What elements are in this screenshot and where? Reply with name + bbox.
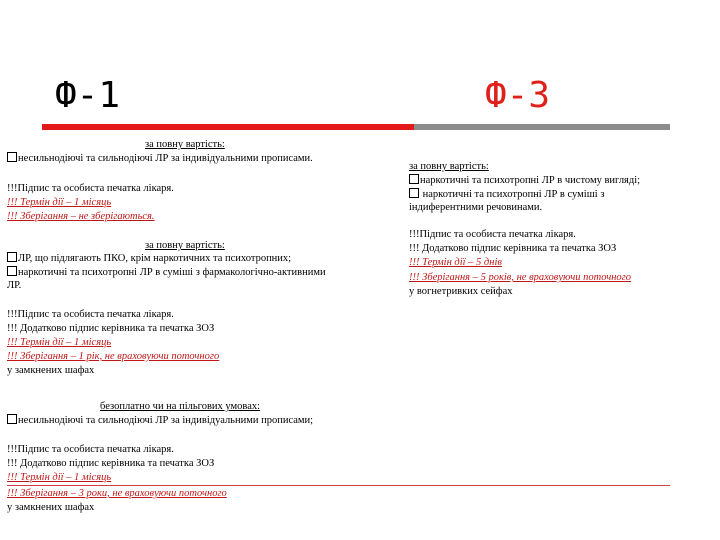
- f1-sec2-item2-cont: ЛР.: [7, 280, 22, 291]
- f1-sec3-term: !!! Термін дії – 1 місяць: [7, 472, 112, 483]
- f1-sec1-term: !!! Термін дії – 1 місяць: [7, 197, 112, 208]
- f1-sec2-item2: наркотичні та психотропні ЛР в суміші з фармакологічно-активними: [7, 266, 326, 279]
- f1-sec2-header: за повну вартість:: [145, 240, 225, 251]
- f1-sec3-header: безоплатно чи на пільгових умовах:: [100, 401, 261, 412]
- f3-term: !!! Термін дії – 5 днів: [409, 257, 502, 268]
- f1-sec2-item1: ЛР, що підлягають ПКО, крім наркотичних та психотропних;: [7, 252, 291, 265]
- f3-storage: !!! Зберігання – 5 років, не враховуючи поточного: [409, 272, 632, 283]
- f1-sec1-signature-note: !!!Підпис та особиста печатка лікаря.: [7, 183, 174, 194]
- f1-sec3-item: несильнодіючі та сильнодіючі ЛР за індивідуальними прописами;: [7, 414, 313, 427]
- f1-sec3-storage-place: у замкнених шафах: [7, 502, 95, 513]
- checkbox-bullet-icon: [409, 188, 419, 198]
- f1-sec2-head-signature-note: !!! Додатково підпис керівника та печатка ЗОЗ: [7, 323, 215, 334]
- f1-sec3-head-signature-note: !!! Додатково підпис керівника та печатка ЗОЗ: [7, 458, 215, 469]
- f3-sec1-header: за повну вартість:: [409, 161, 489, 172]
- f3-storage-place: у вогнетривких сейфах: [409, 286, 513, 297]
- f3-head-signature-note: !!! Додатково підпис керівника та печатка ЗОЗ: [409, 243, 617, 254]
- checkbox-bullet-icon: [7, 414, 17, 424]
- f1-sec2-storage: !!! Зберігання – 1 рік, не враховуючи поточного: [7, 351, 220, 362]
- f1-sec3-signature-note: !!!Підпис та особиста печатка лікаря.: [7, 444, 174, 455]
- title-divider-red: [42, 124, 414, 130]
- f3-sec1-item2: наркотичні та психотропні ЛР в суміші з індиферентними речовинами.: [409, 189, 605, 213]
- f1-sec1-item: несильнодіючі та сильнодіючі ЛР за індивідуальними прописами.: [7, 152, 313, 165]
- f3-sec1-item1: наркотичні та психотропні ЛР в чистому вигляді;: [409, 174, 640, 187]
- checkbox-bullet-icon: [409, 174, 419, 184]
- f1-sec3-storage: !!! Зберігання – 3 роки, не враховуючи поточного: [7, 488, 227, 499]
- f1-sec1-storage: !!! Зберігання – не зберігаються.: [7, 211, 155, 222]
- title-divider-grey: [414, 124, 670, 130]
- f1-sec1-header: за повну вартість:: [145, 139, 225, 150]
- form-f1-title: Ф-1: [55, 75, 121, 116]
- checkbox-bullet-icon: [7, 152, 17, 162]
- checkbox-bullet-icon: [7, 252, 17, 262]
- f1-sec2-signature-note: !!!Підпис та особиста печатка лікаря.: [7, 309, 174, 320]
- f3-signature-note: !!!Підпис та особиста печатка лікаря.: [409, 229, 576, 240]
- checkbox-bullet-icon: [7, 266, 17, 276]
- f1-sec2-term: !!! Термін дії – 1 місяць: [7, 337, 112, 348]
- form-f3-title: Ф-3: [485, 75, 551, 116]
- section-divider-line: [7, 485, 670, 486]
- f1-sec2-storage-place: у замкнених шафах: [7, 365, 95, 376]
